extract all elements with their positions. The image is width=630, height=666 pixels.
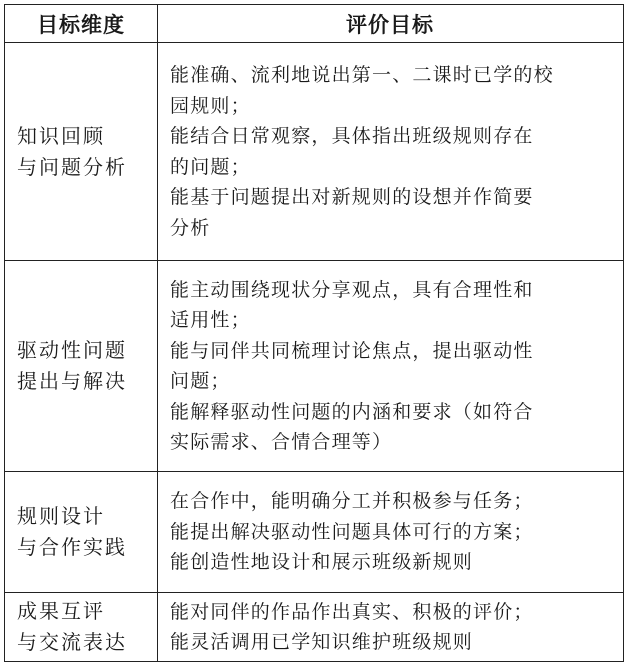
goal-line: 能对同伴的作品作出真实、积极的评价； [170, 600, 534, 623]
dimension-line: 与问题分析 [17, 154, 127, 179]
goal-line: 能创造性地设计和展示班级新规则 [170, 551, 474, 574]
dimension-line: 与合作实践 [17, 535, 127, 559]
dimension-line: 与交流表达 [17, 630, 127, 654]
goal-line: 的问题； [170, 155, 251, 178]
goal-line: 分析 [170, 216, 211, 239]
goal-line: 能主动围绕现状分享观点，具有合理性和 [170, 278, 534, 301]
dimension-cell [5, 43, 157, 260]
dimension-line: 知识回顾 [17, 123, 105, 148]
dimension-line: 提出与解决 [17, 369, 127, 393]
goal-cell [157, 593, 623, 661]
table-row [5, 593, 623, 661]
table-row [5, 261, 623, 472]
header-goal: 评价目标 [346, 13, 434, 37]
table-row [5, 472, 623, 593]
goal-line: 能与同伴共同梳理讨论焦点，提出驱动性 [170, 339, 534, 362]
dimension-line: 成果互评 [17, 599, 105, 623]
goal-line: 在合作中，能明确分工并积极参与任务； [170, 490, 534, 513]
goal-cell [157, 472, 623, 592]
dimension-cell [5, 472, 157, 592]
goal-line: 能解释驱动性问题的内涵和要求（如符合 [170, 400, 534, 423]
goal-line: 能准确、流利地说出第一、二课时已学的校 [170, 64, 554, 86]
goal-line: 园规则； [170, 94, 251, 117]
dimension-line: 规则设计 [17, 504, 105, 528]
goal-line: 能基于问题提出对新规则的设想并作简要 [170, 186, 534, 208]
dimension-cell [5, 261, 157, 471]
table-row [5, 43, 623, 261]
goal-line: 能结合日常观察，具体指出班级规则存在 [170, 125, 534, 147]
goal-cell [157, 261, 623, 471]
goal-line: 适用性； [170, 309, 251, 331]
goal-line: 实际需求、合情合理等） [170, 431, 393, 453]
table-header [5, 5, 623, 43]
evaluation-table [4, 4, 624, 662]
header-dimension: 目标维度 [37, 13, 125, 37]
goal-line: 问题； [170, 370, 231, 392]
goal-line: 能灵活调用已学知识维护班级规则 [170, 631, 474, 653]
goal-line: 能提出解决驱动性问题具体可行的方案； [170, 520, 534, 543]
dimension-cell [5, 593, 157, 661]
dimension-line: 驱动性问题 [17, 338, 127, 362]
goal-cell [157, 43, 623, 260]
